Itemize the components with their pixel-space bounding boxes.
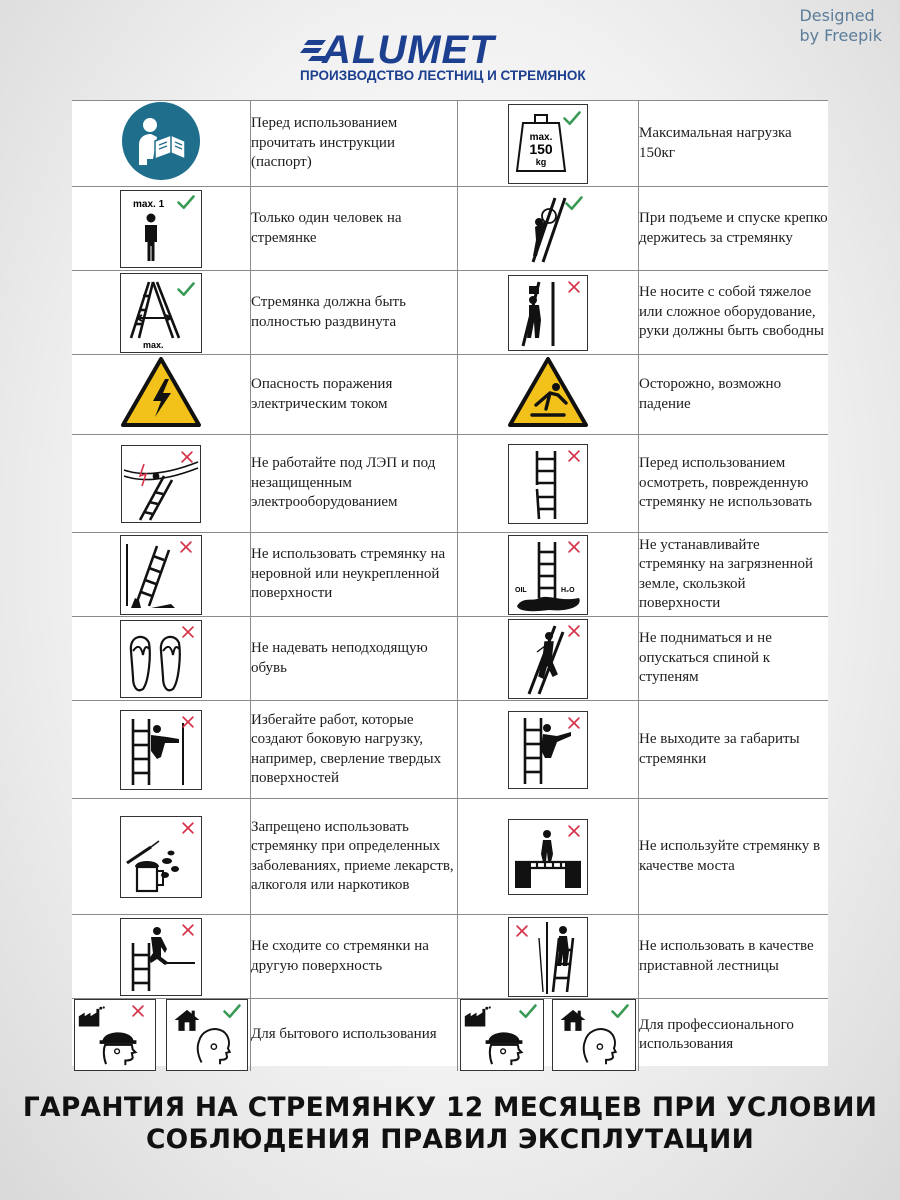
rule-text: Не сходите со стремянки на другую поверхность xyxy=(251,915,458,999)
head-icon xyxy=(584,1029,616,1064)
rule-row xyxy=(72,915,828,999)
home-yes-icon xyxy=(166,999,248,1071)
check-icon xyxy=(567,197,582,208)
one-person-icon xyxy=(120,190,202,268)
improper-footwear-icon xyxy=(120,620,202,698)
fully-open-ladder-icon xyxy=(120,273,202,353)
cross-icon xyxy=(182,452,192,462)
rule-row xyxy=(72,101,828,187)
rule-text: Осторожно, возможно падение xyxy=(639,355,829,435)
rule-text: Не носите с собой тяжелое или сложное оборудование, руки должны быть свободны xyxy=(639,271,829,355)
rule-pictogram-cell xyxy=(458,271,639,355)
home-yes-icon xyxy=(552,999,636,1071)
cross-icon xyxy=(183,717,193,727)
no-bridge-use-icon xyxy=(508,819,588,895)
rule-text: Для бытового использования xyxy=(251,1026,437,1043)
rule-pictogram-cell xyxy=(458,617,639,701)
no-backwards-climb-icon xyxy=(508,619,588,699)
house-icon xyxy=(175,1010,200,1031)
no-overreach-icon xyxy=(508,711,588,789)
cross-icon xyxy=(183,925,193,935)
rule-pictogram-cell xyxy=(458,799,639,915)
rule-pictogram-cell xyxy=(458,915,639,999)
cross-icon xyxy=(569,826,579,836)
rule-text: Перед использованием осмотреть, поврежденную стремянку не использовать xyxy=(639,435,829,533)
rule-row xyxy=(72,533,828,617)
cross-icon xyxy=(517,926,527,936)
check-icon xyxy=(179,283,194,294)
hold-firmly-icon xyxy=(509,190,587,268)
rule-pictogram-cell xyxy=(72,271,251,355)
electric-hazard-icon xyxy=(119,355,203,429)
rule-row xyxy=(72,271,828,355)
rule-text: Не устанавливайте стремянку на загрязненной земле, скользкой поверхности xyxy=(639,533,829,617)
warranty-banner xyxy=(0,1092,900,1156)
head-icon xyxy=(198,1029,230,1064)
rule-pictogram-cell xyxy=(72,533,251,617)
rule-text: Не использовать в качестве приставной лестницы xyxy=(639,915,829,999)
rule-row xyxy=(72,617,828,701)
house-icon xyxy=(561,1010,586,1031)
rule-text: Не подниматься и не опускаться спиной к ступеням xyxy=(639,617,829,701)
cross-icon xyxy=(133,1006,143,1016)
water-label: H₂O xyxy=(561,586,575,594)
fall-hazard-icon xyxy=(506,355,590,429)
rule-text: Опасность поражения электрическим током xyxy=(251,355,458,435)
helmet-head-icon xyxy=(486,1032,523,1065)
rule-pictogram-cell xyxy=(72,617,251,701)
rule-row xyxy=(72,187,828,271)
max-label: max. xyxy=(529,131,553,143)
rule-pictogram-cell xyxy=(72,101,251,187)
warranty-line-1: ГАРАНТИЯ НА СТРЕМЯНКУ 12 МЕСЯЦЕВ ПРИ УСЛОВИИ xyxy=(22,1092,878,1123)
rule-pictogram-cell xyxy=(72,799,251,915)
rule-pictogram-cell xyxy=(72,915,251,999)
rule-text: Не использовать стремянку на неровной или неукрепленной поверхности xyxy=(251,533,458,617)
rule-row xyxy=(72,701,828,799)
rule-pictogram-cell xyxy=(458,533,639,617)
no-power-lines-icon xyxy=(121,445,201,523)
rule-text: Не надевать неподходящую обувь xyxy=(251,617,458,701)
no-heavy-load-icon xyxy=(508,275,588,351)
industry-no-icon xyxy=(74,999,156,1071)
rule-row xyxy=(72,799,828,915)
rule-text: Для профессионального использования xyxy=(639,1016,794,1052)
rule-text: Максимальная нагрузка 150кг xyxy=(639,101,829,187)
cross-icon xyxy=(181,542,191,552)
check-icon xyxy=(179,196,194,207)
rule-pictogram-cell xyxy=(458,999,639,1072)
rule-pictogram-cell xyxy=(458,701,639,799)
rule-pictogram-cell xyxy=(458,355,639,435)
side-load-icon xyxy=(120,710,202,790)
cross-icon xyxy=(569,718,579,728)
helmet-head-icon xyxy=(100,1032,137,1065)
rule-row xyxy=(72,435,828,533)
rule-pictogram-cell xyxy=(72,435,251,533)
brand-tagline: ПРОИЗВОДСТВО ЛЕСТНИЦ И СТРЕМЯНОК xyxy=(300,68,586,83)
cross-icon xyxy=(183,823,193,833)
rule-text: Запрещено использовать стремянку при определенных заболеваниях, приеме лекарств, алкоголя или наркотиков xyxy=(251,799,458,915)
rule-text: Перед использованием прочитать инструкции (паспорт) xyxy=(251,101,458,187)
person-icon xyxy=(145,213,157,261)
brand-name: ALUMET xyxy=(322,28,495,72)
rule-text: Не выходите за габариты стремянки xyxy=(639,701,829,799)
read-manual-icon xyxy=(121,101,201,181)
rule-row xyxy=(72,999,828,1072)
rule-pictogram-cell xyxy=(458,435,639,533)
safety-rules-table xyxy=(72,100,828,1071)
oil-label: OIL xyxy=(515,586,527,594)
watermark-line-1: Designed xyxy=(799,6,875,25)
slippery-ground-icon xyxy=(508,535,588,615)
rule-pictogram-cell xyxy=(458,187,639,271)
rule-pictogram-cell xyxy=(72,355,251,435)
brand-logo xyxy=(300,28,602,88)
check-icon xyxy=(613,1006,628,1017)
check-icon xyxy=(521,1006,536,1017)
cross-icon xyxy=(569,542,579,552)
load-value: 150 xyxy=(529,140,553,157)
rule-text: Стремянка должна быть полностью раздвинута xyxy=(251,271,458,355)
cross-icon xyxy=(569,451,579,461)
rule-row xyxy=(72,355,828,435)
cross-icon xyxy=(569,626,579,636)
factory-icon xyxy=(465,1006,491,1026)
no-lean-to-icon xyxy=(508,917,588,997)
max-load-150kg-icon xyxy=(508,104,588,184)
rule-text: Избегайте работ, которые создают боковую нагрузку, например, сверление твердых поверхностей xyxy=(251,701,458,799)
cross-icon xyxy=(569,282,579,292)
max-label: max. xyxy=(143,339,164,350)
rule-pictogram-cell xyxy=(72,187,251,271)
load-unit: kg xyxy=(535,156,547,167)
rule-pictogram-cell xyxy=(458,101,639,187)
warranty-line-2: СОБЛЮДЕНИЯ ПРАВИЛ ЭКСПЛУТАЦИИ xyxy=(145,1124,755,1155)
max-one-label: max. 1 xyxy=(133,198,165,210)
rule-text: При подъеме и спуске крепко держитесь за стремянку xyxy=(639,187,829,271)
uneven-surface-icon xyxy=(120,535,202,615)
factory-icon xyxy=(79,1006,105,1026)
rule-text: Не работайте под ЛЭП и под незащищенным электрооборудованием xyxy=(251,435,458,533)
rule-text: Не используйте стремянку в качестве моста xyxy=(639,799,829,915)
industry-yes-icon xyxy=(460,999,544,1071)
rule-pictogram-cell xyxy=(72,701,251,799)
check-icon xyxy=(565,112,580,123)
safety-rules-sheet xyxy=(72,100,828,1066)
damaged-ladder-icon xyxy=(508,444,588,524)
no-step-off-icon xyxy=(120,918,202,996)
rule-pictogram-cell xyxy=(72,999,251,1072)
watermark-line-2: by Freepik xyxy=(799,26,882,45)
rule-text: Только один человек на стремянке xyxy=(251,187,458,271)
cross-icon xyxy=(183,627,193,637)
check-icon xyxy=(225,1006,240,1017)
no-drugs-alcohol-icon xyxy=(120,816,202,898)
watermark xyxy=(799,6,882,46)
